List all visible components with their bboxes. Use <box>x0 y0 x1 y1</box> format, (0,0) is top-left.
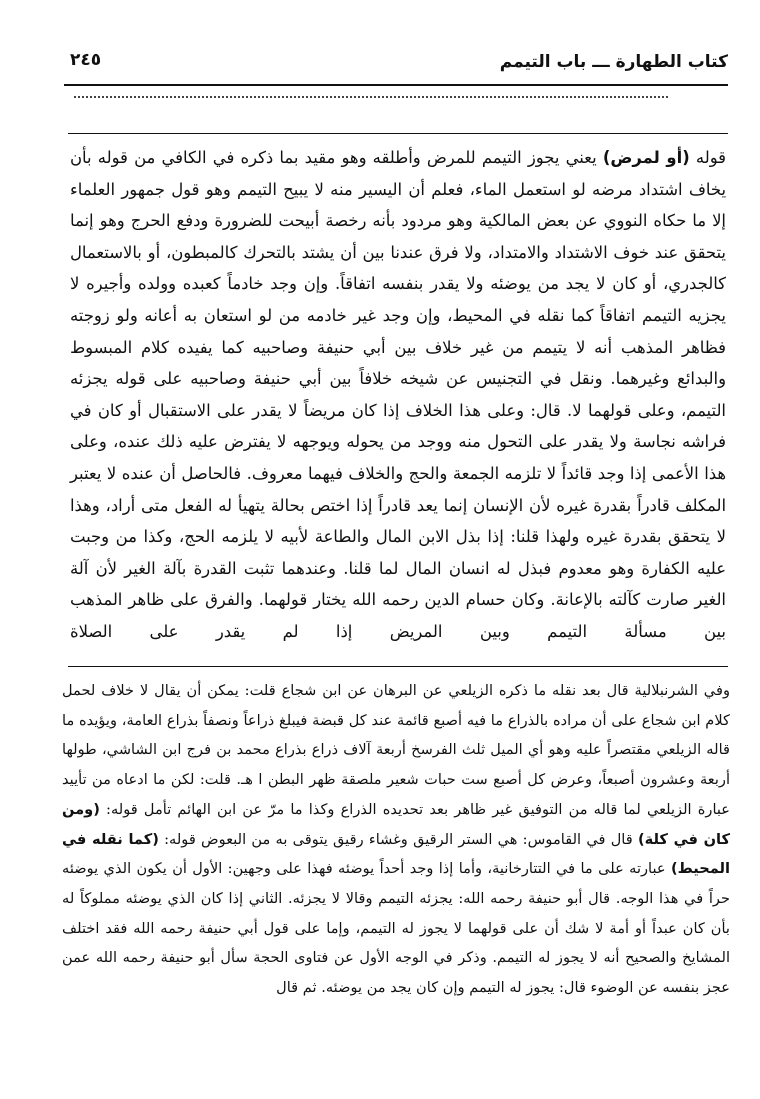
footnote-keyword: (ومن كان في كلة) <box>62 800 730 848</box>
main-text <box>70 142 726 648</box>
main-text-keyword: (أو لمرض) <box>602 148 690 167</box>
dotted-separator <box>74 96 668 98</box>
footnote-separator <box>68 666 728 667</box>
page-header <box>64 46 728 86</box>
main-text-run: يعني يجوز التيمم للمرض وأطلقه وهو مقيد بما ذكره في الكافي من قوله بأن يخاف اشتداد مرضه لو استعمل الماء، فعلم أن اليسير منه لا يبيح التيمم وهو قول جمهور العلماء إلا ما حكاه النووي عن بعض المالكية وهو مردود بأنه رخصة أبيحت للضرورة ودفع الحرج وهو إنما يتحقق عند خوف الاشتداد والامتداد، ولا فرق عندنا بين أن يشتد بالتحرك كالمبطون، أو بالاستعمال كالجدري، أو كان لا يجد من يوضئه ولا يقدر بنفسه اتفاقاً. وإن وجد خادماً كعبده وولده وأجيره لا يجزيه التيمم اتفاقاً كما نقله في المحيط، وإن وجد غير خادمه من لو استعان به أعانه ولو زوجته فظاهر المذهب أنه لا يتيمم من غير خلاف بين أبي حنيفة وصاحبيه كما يفيده كلام المبسوط والبدائع وغيرهما. ونقل في التجنيس عن شيخه خلافاً بين أبي حنيفة وصاحبيه على قوله يجزئه التيمم، وعلى قولهما لا. قال: وعلى هذا الخلاف إذا كان مريضاً لا يقدر على الاستقبال أو كان في فراشه نجاسة ولا يقدر على التحول منه ووجد من يحوله ويوجهه لا يفترض عليه ذلك عنده، وعلى هذا الأعمى إذا وجد قائداً لا تلزمه الجمعة والحج والخلاف فيهما معروف. فالحاصل أن عنده لا يعتبر المكلف قادراً بقدرة غيره لأن الإنسان إنما يعد قادراً إذا اختص بحالة يتهيأ له الفعل متى أراد، وهذا لا يتحقق بقدرة غيره ولهذا قلنا: إذا بذل الابن المال والطاعة لأبيه لا يلزمه الحج، وكذا من وجبت عليه الكفارة وهو معدوم فبذل له انسان المال لما قلنا. وعندهما تثبت القدرة بآلة الغير لأن آلة الغير صارت كآلته بالإعانة. وكان حسام الدين رحمه الله يختار قولهما. والفرق على ظاهر المذهب بين مسألة التيمم وبين المريض إذا لم يقدر على الصلاة <box>70 148 726 641</box>
top-rule <box>68 133 728 134</box>
footnote-keyword: (كما نقله في المحيط) <box>62 830 730 878</box>
footnote-text <box>62 676 730 1003</box>
footnote-run: عبارته على ما في التتارخانية، وأما إذا وجد أحداً يوضئه فهذا على وجهين: الأول أن يكون الذي يوضئه حراً في هذا الوجه. قال أبو حنيفة رحمه الله: يجزئه التيمم وقالا لا يجزئه. الثاني إذا كان الذي يوضئه مملوكاً له بأن كان عبداً أو أمة لا شك أن على قولهما لا يجوز له التيمم، وإما على قول أبي حنيفة رحمه الله فقد اختلف المشايخ والصحيح أنه لا يجوز له التيمم. وذكر في الوجه الأول عن فتاوى الحجة سأل أبو حنيفة رحمه الله عمن عجز بنفسه عن الوضوء قال: يجوز له التيمم وإن كان يجد من يوضئه. ثم قال <box>62 860 730 997</box>
footnote-run: قال في القاموس: هي الستر الرقيق وغشاء رقيق يتوقى به من البعوض قوله: <box>158 830 638 848</box>
chapter-title: كتاب الطهارة ـــ باب التيمم <box>499 52 728 72</box>
footnote-run: وفي الشرنبلالية قال بعد نقله ما ذكره الزيلعي عن البرهان عن ابن شجاع قلت: يمكن أن يقال لا خلاف لحمل كلام ابن شجاع على أن مراده بالذراع ما فيه أصبع قائمة عند كل قبضة فيبلغ ذراعاً ونصفاً بذراع العامة، ويؤيده ما قاله الزيلعي مقتصراً عليه وهو أي الميل ثلث الفرسخ أربعة آلاف ذراع بذراع محمد بن فرج ابن الشاشي، طولها أربعة وعشرون أصبعاً، وعرض كل أصبع ست حبات شعير ملصقة ظهر البطن ا هـ. قلت: لكن ما ادعاه من تأييد عبارة الزيلعي لما قاله من التوفيق غير ظاهر بعد تحديده الذراع وكذا ما مرّ عن ابن الهائم تأمل قوله: <box>62 682 730 818</box>
page-number: ٢٤٥ <box>70 50 102 70</box>
main-text-run: قوله <box>689 148 726 167</box>
